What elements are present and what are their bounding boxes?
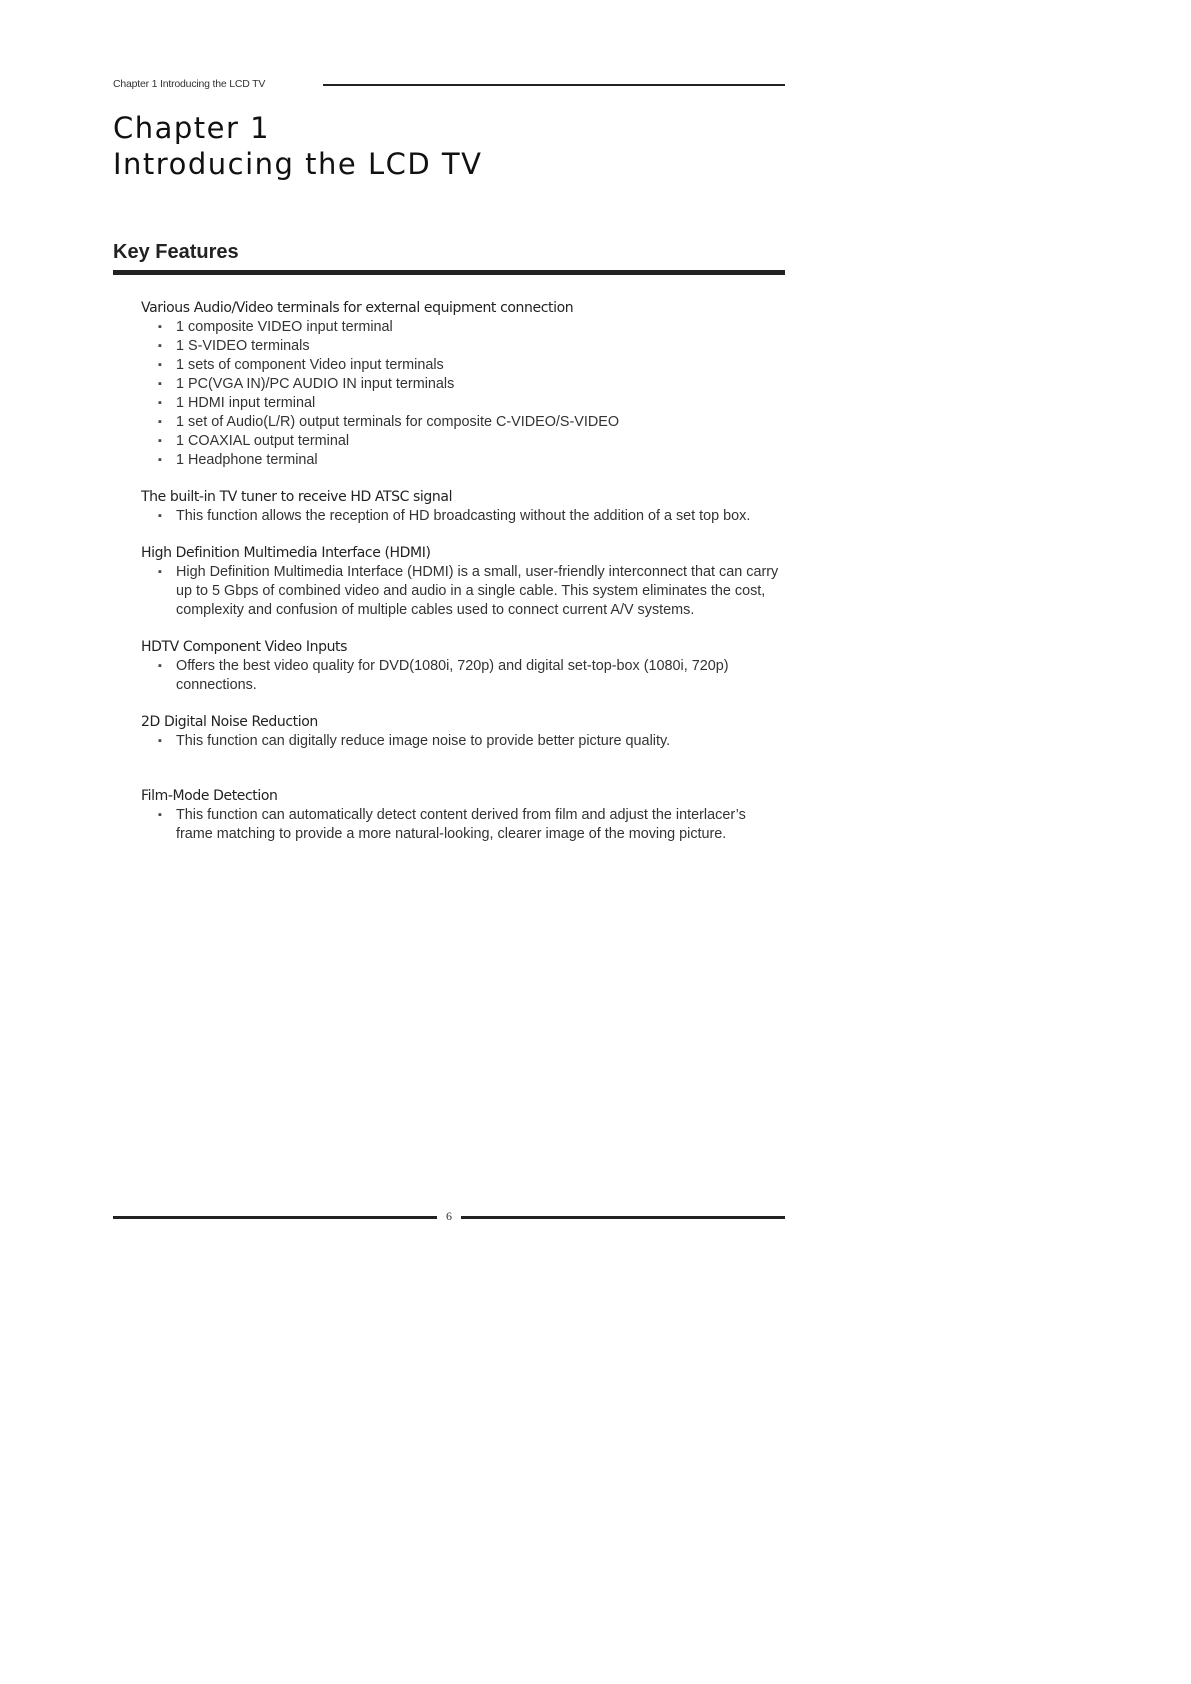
page-number: 6 bbox=[446, 1209, 452, 1223]
list-item-text: 1 S-VIDEO terminals bbox=[176, 338, 310, 354]
feature-list bbox=[141, 299, 781, 862]
feature-hdmi bbox=[141, 544, 781, 620]
feature-tv-tuner bbox=[141, 488, 781, 526]
bullet-icon: ▪ bbox=[158, 809, 162, 821]
list-item-text: This function allows the reception of HD broadcasting without the addition of a set top box. bbox=[176, 508, 751, 524]
feature-bullets bbox=[141, 318, 781, 470]
chapter-number: Chapter 1 bbox=[113, 111, 271, 145]
feature-title: HDTV Component Video Inputs bbox=[141, 639, 348, 655]
feature-component-inputs bbox=[141, 638, 781, 695]
list-item bbox=[141, 394, 781, 413]
list-item-text: 1 COAXIAL output terminal bbox=[176, 433, 350, 449]
list-item bbox=[141, 732, 781, 751]
running-header-title: Chapter 1 Introducing the LCD TV bbox=[113, 78, 266, 90]
feature-bullets bbox=[141, 657, 781, 695]
feature-av-terminals bbox=[141, 299, 781, 470]
feature-bullets bbox=[141, 806, 781, 844]
bullet-icon: ▪ bbox=[158, 397, 162, 409]
list-item bbox=[141, 657, 781, 695]
chapter-title bbox=[113, 110, 482, 182]
list-item-text: 1 composite VIDEO input terminal bbox=[176, 319, 393, 335]
bullet-icon: ▪ bbox=[158, 454, 162, 466]
list-item bbox=[141, 806, 781, 844]
list-item-text: 1 HDMI input terminal bbox=[176, 395, 316, 411]
feature-noise-reduction bbox=[141, 713, 781, 751]
section-rule bbox=[113, 270, 785, 275]
bullet-icon: ▪ bbox=[158, 359, 162, 371]
footer-rule-right bbox=[461, 1216, 785, 1219]
bullet-icon: ▪ bbox=[158, 378, 162, 390]
list-item bbox=[141, 375, 781, 394]
feature-bullets bbox=[141, 507, 781, 526]
chapter-name: Introducing the LCD TV bbox=[113, 147, 483, 181]
running-header-rule bbox=[323, 84, 785, 86]
feature-bullets bbox=[141, 732, 781, 751]
feature-title: Various Audio/Video terminals for external equipment connection bbox=[141, 300, 574, 316]
running-header bbox=[113, 78, 785, 92]
bullet-icon: ▪ bbox=[158, 660, 162, 672]
list-item bbox=[141, 507, 781, 526]
bullet-icon: ▪ bbox=[158, 566, 162, 578]
bullet-icon: ▪ bbox=[158, 435, 162, 447]
list-item bbox=[141, 337, 781, 356]
bullet-icon: ▪ bbox=[158, 510, 162, 522]
list-item-text: Offers the best video quality for DVD(1080i, 720p) and digital set-top-box (1080i, 720p) connections. bbox=[176, 658, 729, 693]
list-item-text: 1 set of Audio(L/R) output terminals for composite C-VIDEO/S-VIDEO bbox=[176, 414, 620, 430]
list-item-text: This function can digitally reduce image noise to provide better picture quality. bbox=[176, 733, 671, 749]
list-item-text: 1 PC(VGA IN)/PC AUDIO IN input terminals bbox=[176, 376, 455, 392]
list-item-text: This function can automatically detect content derived from film and adjust the interlacer’s frame matching to provide a more natural-looking, clearer image of the moving picture. bbox=[176, 807, 746, 842]
section-heading: Key Features bbox=[113, 241, 239, 263]
feature-title: The built-in TV tuner to receive HD ATSC signal bbox=[141, 489, 453, 505]
bullet-icon: ▪ bbox=[158, 340, 162, 352]
bullet-icon: ▪ bbox=[158, 735, 162, 747]
feature-film-mode bbox=[141, 787, 781, 844]
list-item-text: 1 Headphone terminal bbox=[176, 452, 318, 468]
list-item-text: 1 sets of component Video input terminals bbox=[176, 357, 444, 373]
bullet-icon: ▪ bbox=[158, 416, 162, 428]
list-item-text: High Definition Multimedia Interface (HDMI) is a small, user-friendly interconnect that can carry up to 5 Gbps of combined video and audio in a single cable. This system eliminates the cost, complexity and confusion of multiple cables used to connect current A/V systems. bbox=[176, 564, 779, 618]
feature-title: Film-Mode Detection bbox=[141, 788, 278, 804]
feature-title: High Definition Multimedia Interface (HDMI) bbox=[141, 545, 431, 561]
list-item bbox=[141, 563, 781, 620]
bullet-icon: ▪ bbox=[158, 321, 162, 333]
list-item bbox=[141, 451, 781, 470]
page-footer bbox=[113, 1207, 785, 1227]
feature-title: 2D Digital Noise Reduction bbox=[141, 714, 318, 730]
list-item bbox=[141, 413, 781, 432]
feature-bullets bbox=[141, 563, 781, 620]
list-item bbox=[141, 356, 781, 375]
list-item bbox=[141, 432, 781, 451]
list-item bbox=[141, 318, 781, 337]
